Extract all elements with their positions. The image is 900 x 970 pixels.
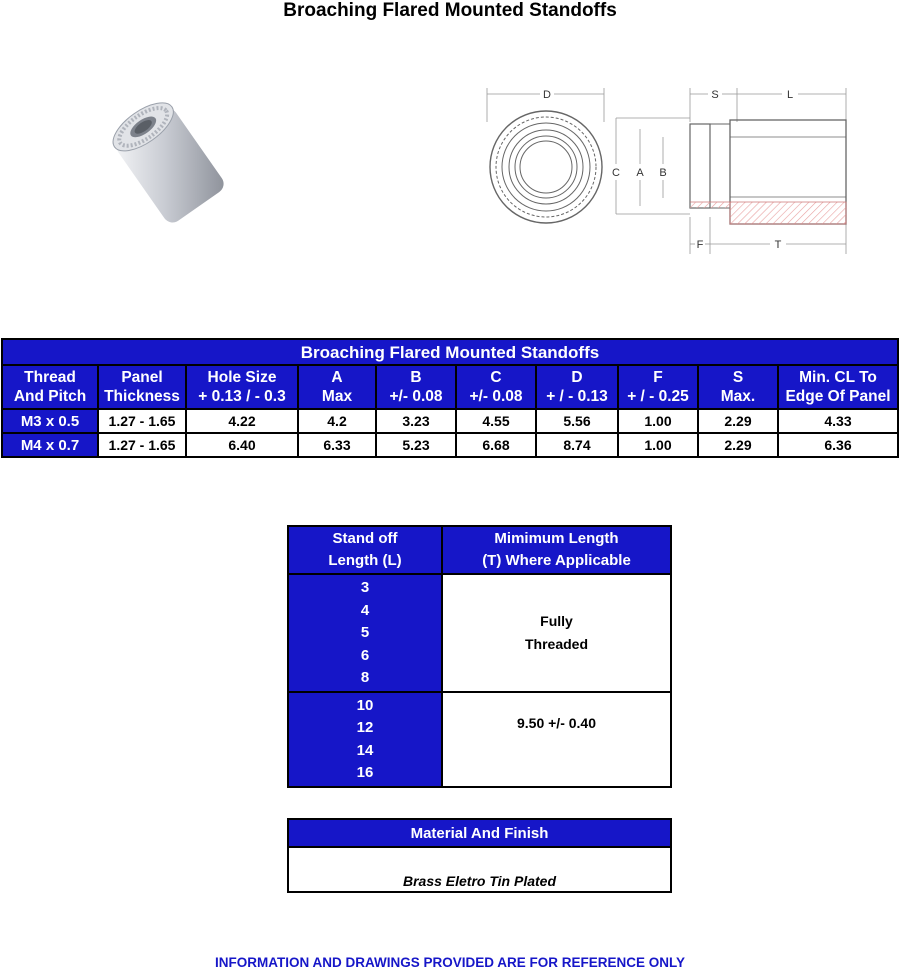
material-value: Brass Eletro Tin Plated	[288, 847, 671, 892]
material-header: Material And Finish	[288, 819, 671, 847]
length-table	[287, 525, 672, 788]
label-t: T	[774, 239, 782, 251]
length-value: Fully Threaded	[442, 574, 671, 692]
cell: 3.23	[376, 409, 456, 433]
cell: 1.27 - 1.65	[98, 433, 186, 457]
spec-table	[1, 338, 899, 458]
cell: 1.27 - 1.65	[98, 409, 186, 433]
length-list: 10 12 14 16	[288, 692, 442, 787]
cell: 6.40	[186, 433, 298, 457]
col-panel-thickness: Panel Thickness	[98, 365, 186, 409]
cell: 6.33	[298, 433, 376, 457]
cell: 5.23	[376, 433, 456, 457]
cell: 8.74	[536, 433, 618, 457]
cell: 2.29	[698, 433, 778, 457]
col-hole-size: Hole Size + 0.13 / - 0.3	[186, 365, 298, 409]
table-row	[2, 409, 898, 433]
label-f: F	[696, 239, 704, 251]
label-l: L	[786, 89, 794, 101]
col-standoff-length: Stand off Length (L)	[288, 526, 442, 574]
material-table	[287, 818, 672, 893]
cell-thread: M3 x 0.5	[2, 409, 98, 433]
cell: 1.00	[618, 409, 698, 433]
cell: 2.29	[698, 409, 778, 433]
table-row	[288, 574, 671, 692]
col-min-cl: Min. CL To Edge Of Panel	[778, 365, 898, 409]
col-min-length: Mimimum Length (T) Where Applicable	[442, 526, 671, 574]
label-a: A	[636, 167, 644, 179]
col-d: D + / - 0.13	[536, 365, 618, 409]
disclaimer-footer: INFORMATION AND DRAWINGS PROVIDED ARE FOR REFERENCE ONLY	[214, 955, 686, 970]
cell: 4.55	[456, 409, 536, 433]
length-list: 3 4 5 6 8	[288, 574, 442, 692]
col-b: B +/- 0.08	[376, 365, 456, 409]
cell: 6.68	[456, 433, 536, 457]
col-f: F + / - 0.25	[618, 365, 698, 409]
label-b: B	[659, 167, 667, 179]
cell: 4.22	[186, 409, 298, 433]
table-row	[288, 692, 671, 787]
technical-drawing	[476, 82, 856, 262]
col-s: S Max.	[698, 365, 778, 409]
cell: 4.2	[298, 409, 376, 433]
standoff-photo	[95, 92, 235, 224]
col-c: C +/- 0.08	[456, 365, 536, 409]
cell: 5.56	[536, 409, 618, 433]
page-title: Broaching Flared Mounted Standoffs	[283, 0, 617, 21]
cell: 6.36	[778, 433, 898, 457]
spec-table-header-row	[2, 365, 898, 409]
label-c: C	[612, 167, 620, 179]
length-value: 9.50 +/- 0.40	[442, 692, 671, 787]
spec-table-caption: Broaching Flared Mounted Standoffs	[2, 339, 898, 365]
length-table-header	[288, 526, 671, 574]
cell: 1.00	[618, 433, 698, 457]
label-s: S	[711, 89, 719, 101]
label-d: D	[543, 89, 551, 101]
cell-thread: M4 x 0.7	[2, 433, 98, 457]
cell: 4.33	[778, 409, 898, 433]
col-thread: Thread And Pitch	[2, 365, 98, 409]
col-a: A Max	[298, 365, 376, 409]
table-row	[2, 433, 898, 457]
